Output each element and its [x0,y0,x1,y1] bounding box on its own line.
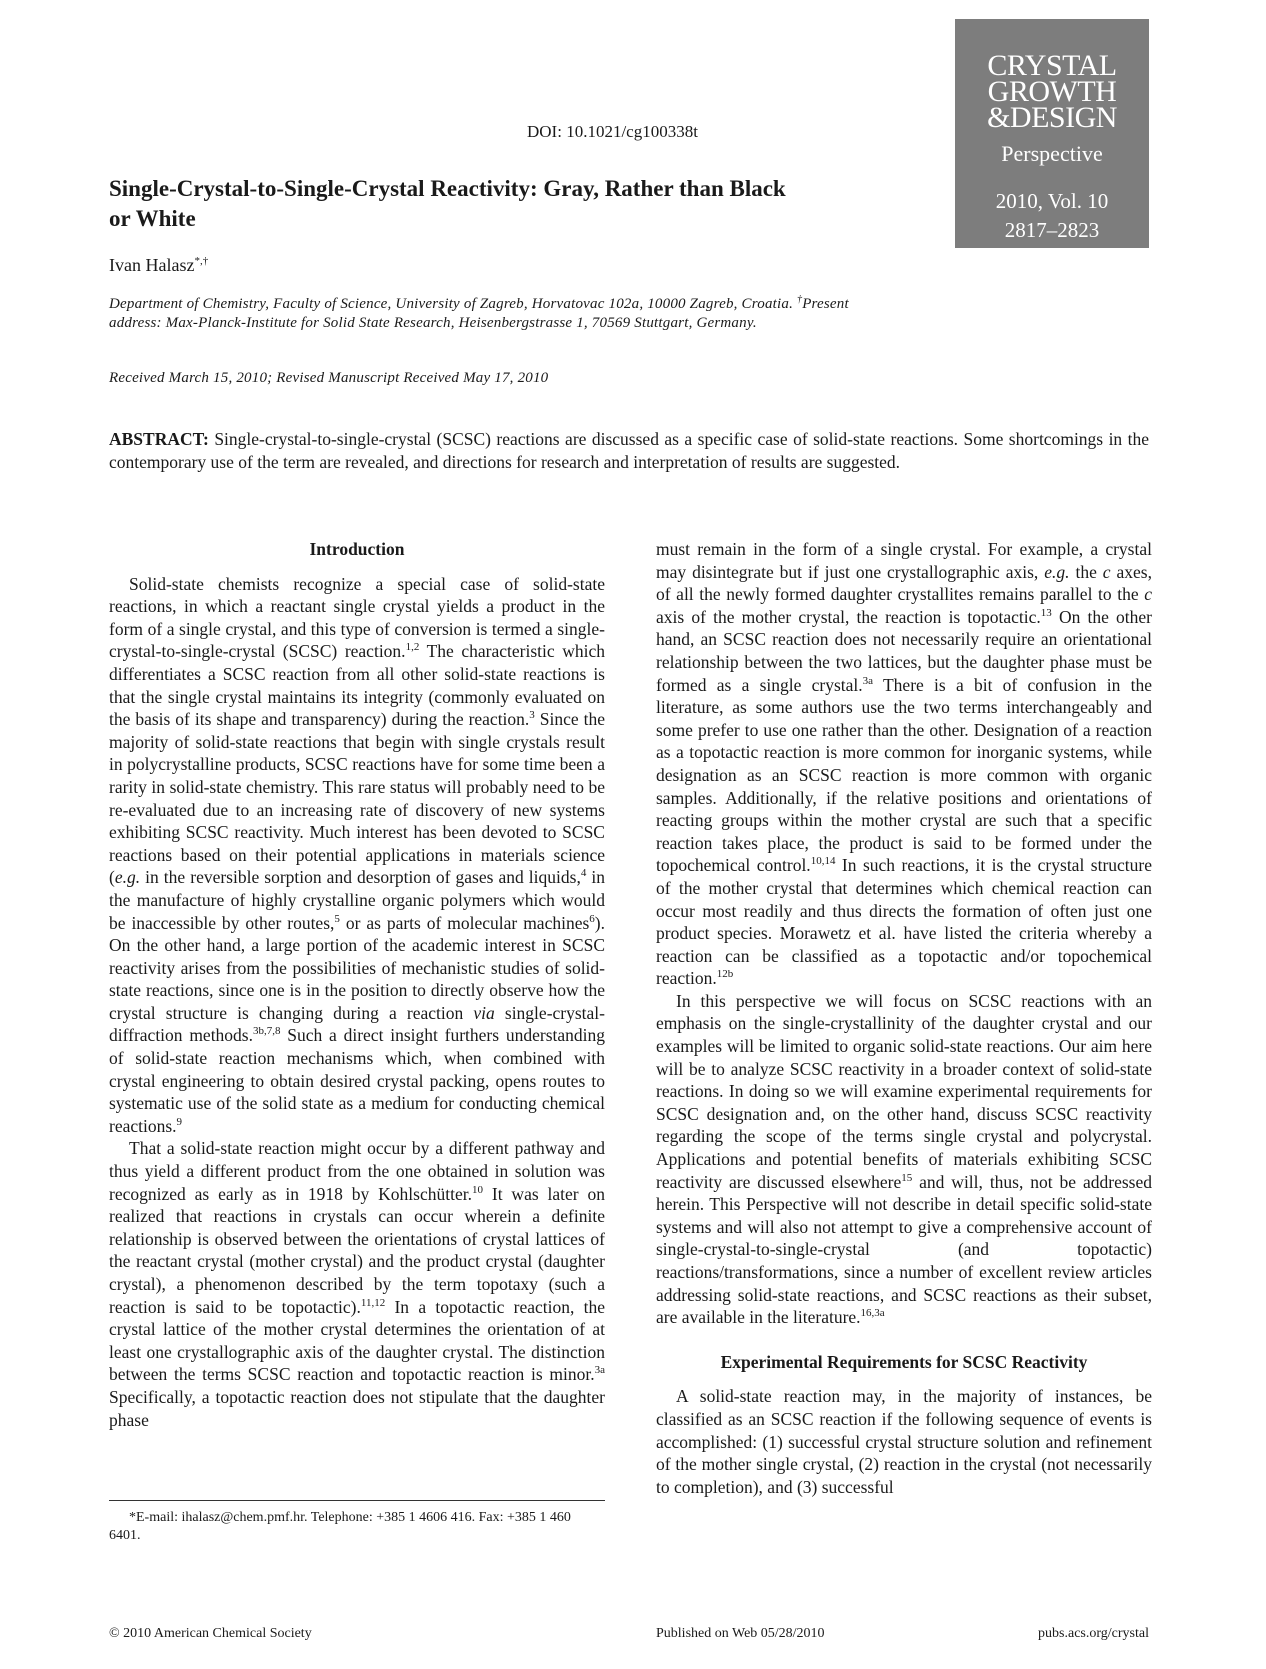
italic-text: c [1144,584,1152,605]
citation: 10 [471,1183,483,1196]
citation: 1,2 [405,641,420,654]
citation: 12b [716,968,734,981]
italic-text: via [473,1002,495,1023]
italic-text: e.g. [114,867,141,888]
paragraph [109,1137,605,1431]
article-title: Single-Crystal-to-Single-Crystal Reactivity: Gray, Rather than Black or White [109,176,786,231]
paragraph [656,538,1152,990]
citation: 10,14 [810,855,836,868]
journal-logo [955,49,1149,134]
text: In a topotactic reaction, the crystal lattice of the mother crystal determines the orientation of at least one crystallographic axis of the daughter crystal. The distinction between the terms SCSC reaction and topotactic reaction is minor. [109,1296,605,1385]
text: ). On the other hand, a large portion of the academic interest in SCSC reactivity arises from the possibilities of mechanistic studies of solid-state reactions, since one is in the position to directly observe how the crystal structure is changing during a reaction [109,912,605,1023]
section-heading-introduction: Introduction [309,539,405,559]
left-column [109,538,605,1431]
text: Since the majority of solid-state reactions that begin with single crystals result in polycrystalline products, SCSC reactions have for some time been a rarity in solid-state chemistry. This rare status will probably need to be re-evaluated due to an increasing rate of discovery of new systems exhibiting SCSC reactivity. Much interest has been devoted to SCSC reactions based on their potential applications in materials science ( [109,709,605,888]
abstract [109,428,1149,474]
paragraph [109,573,605,1138]
abstract-label: ABSTRACT: [109,429,209,449]
right-column [656,538,1152,1498]
citation: 3b,7,8 [253,1025,281,1038]
citation: 16,3a [860,1307,885,1320]
logo-line-3: &DESIGN [987,101,1117,134]
published-date: Published on Web 05/28/2010 [656,1626,825,1641]
affiliation-mark: † [796,294,803,305]
text: The characteristic which differentiates a SCSC reaction from all other solid-state reactions is that the single crystal maintains its integrity (commonly evaluated on the basis of its shape and transparency) during the reaction. [109,641,605,730]
citation: 6 [589,912,595,925]
section-heading-experimental: Experimental Requirements for SCSC Reactivity [720,1351,1088,1372]
italic-text: c [1102,561,1111,582]
journal-url: pubs.acs.org/crystal [1038,1626,1149,1641]
author-marks: *,† [194,255,209,267]
text: axis of the mother crystal, the reaction is topotactic. [656,606,1041,627]
text: That a solid-state reaction might occur by a different pathway and thus yield a different product from the one obtained in solution was recognized as early as in 1918 by Kohlschütter. [109,1138,605,1204]
corresponding-author-footnote: *E-mail: ihalasz@chem.pmf.hr. Telephone: +385 1 4606 416. Fax: +385 1 460 6401. [109,1510,571,1543]
text: There is a bit of confusion in the literature, as some authors use the two terms interchangeably and some prefer to use one rather than the other. Designation of a reaction as a topotactic reaction is more common for inorganic systems, while designation as an SCSC reaction is more common with organic samples. Additionally, if the relative positions and orientations of reacting groups within the mother crystal are such that a specific reaction takes place, the product is said to be formed under the topochemical control. [656,674,1152,876]
italic-text: e.g. [1044,561,1070,582]
text: must remain in the form of a single crystal. For example, a crystal may disintegrate but if just one crystallographic axis, [656,539,1152,582]
copyright: © 2010 American Chemical Society [109,1626,312,1641]
received-dates: Received March 15, 2010; Revised Manuscript Received May 17, 2010 [109,370,549,386]
citation: 4 [580,867,587,880]
citation: 3a [862,674,874,687]
paragraph: A solid-state reaction may, in the majority of instances, be classified as an SCSC reaction if the following sequence of events is accomplished: (1) successful crystal structure solution and refinement of the mother single crystal, (2) reaction in the crystal (not necessarily to completion), and (3) successful [656,1386,1152,1497]
paragraph [656,990,1152,1329]
doi: DOI: 10.1021/cg100338t [527,122,698,141]
footnote-rule [109,1500,605,1501]
logo-line-2: GROWTH [987,75,1117,108]
text: Specifically, a topotactic reaction does not stipulate that the daughter phase [109,1386,605,1430]
article-type: Perspective [1001,141,1103,166]
journal-badge [955,19,1149,248]
text: in the reversible sorption and desorption of gases and liquids, [140,867,581,888]
abstract-text: Single-crystal-to-single-crystal (SCSC) reactions are discussed as a specific case of solid-state reactions. Some shortcomings in the contemporary use of the term are revealed, and directions for research and interpretation of results are suggested. [109,429,1150,472]
journal-volume: 2010, Vol. 10 [995,189,1109,213]
citation: 3a [594,1364,605,1377]
text: axes, of all the newly formed daughter crystallites remains parallel to the [656,561,1152,605]
text: In this perspective we will focus on SCSC reactions with an emphasis on the single-crystallinity of the daughter crystal and our examples will be limited to organic solid-state reactions. Our aim here will be to analyze SCSC reactivity in a broader context of solid-state reactions. In doing so we will examine experimental requirements for SCSC designation and, on the other hand, discuss SCSC reactivity regarding the scope of the terms single crystal and polycrystal. Applications and potential benefits of materials exhibiting SCSC reactivity are discussed elsewhere [656,990,1152,1192]
logo-line-1: CRYSTAL [987,49,1117,82]
text: In such reactions, it is the crystal structure of the mother crystal that determines which chemical reaction can occur most readily and thus directs the formation of often just one product species. Morawetz et al. have listed the criteria whereby a reaction can be classified as a topotactic and/or topochemical reaction. [656,855,1153,989]
author-name: Ivan Halasz [109,255,195,275]
author [109,255,208,276]
text: the [1069,561,1103,582]
citation: 13 [1040,606,1052,619]
affiliation-present: Present address: Max-Planck-Institute for Solid State Research, Heisenbergstrasse 1, 70569 Stuttgart, Germany. [109,296,849,331]
text: or as parts of molecular machines [339,912,590,933]
citation: 5 [334,912,340,925]
text: and will, thus, not be addressed herein. This Perspective will not describe in detail specific solid-state systems and will also not attempt to give a comprehensive account of single-crystal-to-single-crystal (and topotactic) reactions/transformations, since a number of excellent review articles addressing solid-state reactions, and SCSC reactions as their subset, are available in the literature. [656,1171,1152,1328]
affiliation-main: Department of Chemistry, Faculty of Science, University of Zagreb, Horvatovac 102a, 10000 Zagreb, Croatia. [109,296,794,312]
text: Such a direct insight furthers understanding of solid-state reaction mechanisms which, when combined with crystal engineering to obtain desired crystal packing, opens routes to systematic use of the solid state as a medium for conducting chemical reactions. [109,1025,605,1136]
text: in the manufacture of highly crystalline organic polymers which would be inaccessible by other routes, [109,867,605,933]
text: It was later on realized that reactions in crystals can occur wherein a definite relationship is observed between the orientations of crystal lattices of the reactant crystal (mother crystal) and the product crystal (daughter crystal), a phenomenon described by the term topotaxy (such a reaction is said to be topotactic). [109,1183,605,1317]
citation: 11,12 [360,1296,386,1309]
text: Solid-state chemists recognize a special case of solid-state reactions, in which a reactant single crystal yields a product in the form of a single crystal, and this type of conversion is termed a single-crystal-to-single-crystal (SCSC) reaction. [109,573,605,662]
text: On the other hand, an SCSC reaction does not necessarily require an orientational relationship between the two lattices, but the daughter phase must be formed as a single crystal. [656,606,1152,695]
citation: 3 [529,709,535,722]
text: single-crystal-diffraction methods. [109,1002,605,1046]
journal-pages: 2817–2823 [1004,218,1100,242]
citation: 9 [176,1116,183,1129]
citation: 15 [901,1171,913,1184]
affiliation [109,290,889,333]
